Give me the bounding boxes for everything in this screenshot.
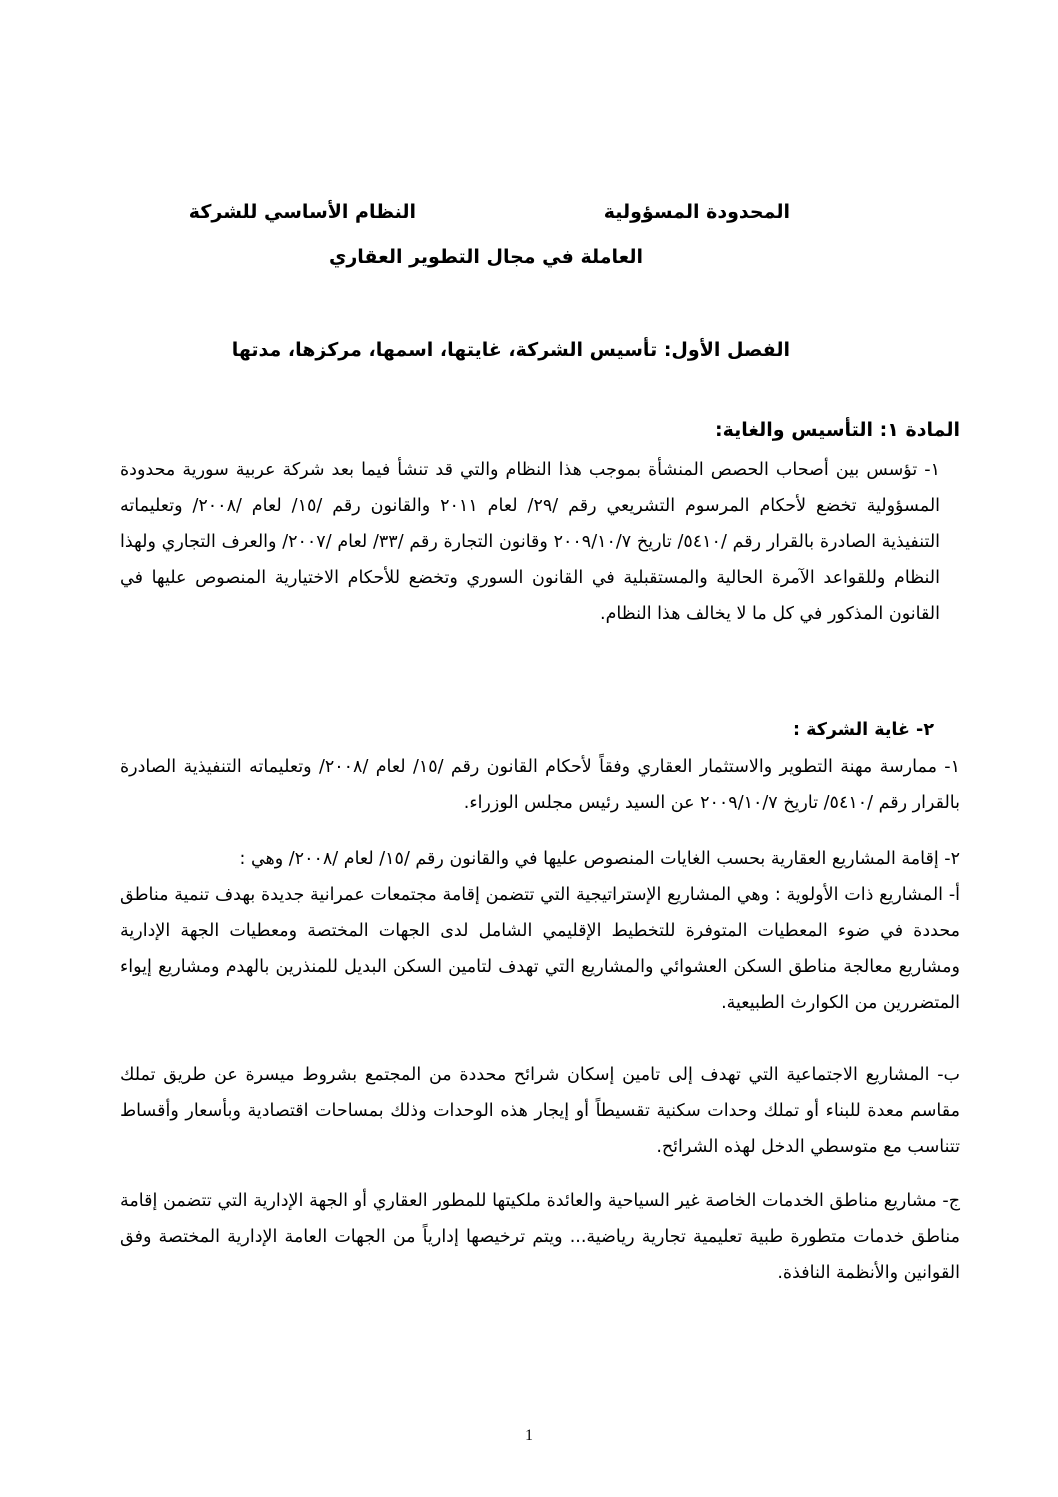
document-title-part2: المحدودة المسؤولية — [603, 201, 790, 223]
document-title-part1: النظام الأساسي للشركة — [188, 201, 416, 223]
paragraph-services-projects: ج- مشاريع مناطق الخدمات الخاصة غير السياحية والعائدة ملكيتها للمطور العقاري أو الجهة الإدارية التي تتضمن إقامة مناطق خدمات متطورة طبية تعليمية تجارية رياضية... ويتم ترخيصها إدارياً من الجهات العامة الإدارية المختصة وفق القوانين والأنظمة النافذة. — [120, 1191, 960, 1283]
page-number: 1 — [525, 1427, 533, 1444]
article-heading: المادة ١: التأسيس والغاية: — [715, 419, 960, 441]
paragraph-company-purpose-heading: ٢- غاية الشركة : — [793, 720, 934, 740]
chapter-heading: الفصل الأول: تأسيس الشركة، غايتها، اسمها، مركزها، مدتها — [231, 339, 790, 361]
paragraph-social-projects: ب- المشاريع الاجتماعية التي تهدف إلى تامين إسكان شرائح محددة من المجتمع بشروط ميسرة عن طريق تملك مقاسم معدة للبناء أو تملك وحدات سكنية تقسيطاً أو إيجار هذه الوحدات وذلك بمساحات اقتصادية وبأسعار وأقساط تتناسب مع متوسطي الدخل لهذه الشرائح. — [120, 1065, 960, 1157]
paragraph-establishment: ١- تؤسس بين أصحاب الحصص المنشأة بموجب هذا النظام والتي قد تنشأ فيما بعد شركة عربية سورية محدودة المسؤولية تخضع لأحكام المرسوم التشريعي رقم /٢٩/ لعام ٢٠١١ والقانون رقم /١٥/ لعام /٢٠٠٨/ وتعليماته التنفيذية الصادرة بالقرار رقم /٥٤١٠/ تاريخ ٢٠٠٩/١٠/٧ وقانون التجارة رقم /٣٣/ لعام /٢٠٠٧/ والعرف التجاري ولهذا النظام وللقواعد الآمرة الحالية والمستقبلية في القانون السوري وتخضع للأحكام الاختيارية المنصوص عليها في القانون المذكور في كل ما لا يخالف هذا النظام. — [120, 460, 941, 624]
paragraph-priority-projects: أ- المشاريع ذات الأولوية : وهي المشاريع الإستراتيجية التي تتضمن إقامة مجتمعات عمرانية جديدة بهدف تنمية مناطق محددة في ضوء المعطيات المتوفرة للتخطيط الإقليمي الشامل لدى الجهات المختصة ومعطيات الجهة الإدارية ومشاريع معالجة مناطق السكن العشوائي والمشاريع التي تهدف لتامين السكن البديل للمنذرين بالهدم ومشاريع إيواء المتضررين من الكوارث الطبيعية. — [120, 885, 960, 1013]
paragraph-purpose-2: ٢- إقامة المشاريع العقارية بحسب الغايات المنصوص عليها في والقانون رقم /١٥/ لعام /٢٠٠٨/ وهي : — [239, 849, 960, 869]
document-title-line2: العاملة في مجال التطوير العقاري — [328, 246, 643, 268]
paragraph-purpose-1: ١- ممارسة مهنة التطوير والاستثمار العقاري وفقاً لأحكام القانون رقم /١٥/ لعام /٢٠٠٨/ وتعليماته التنفيذية الصادرة بالقرار رقم /٥٤١٠/ تاريخ ٢٠٠٩/١٠/٧ عن السيد رئيس مجلس الوزراء. — [120, 757, 960, 813]
